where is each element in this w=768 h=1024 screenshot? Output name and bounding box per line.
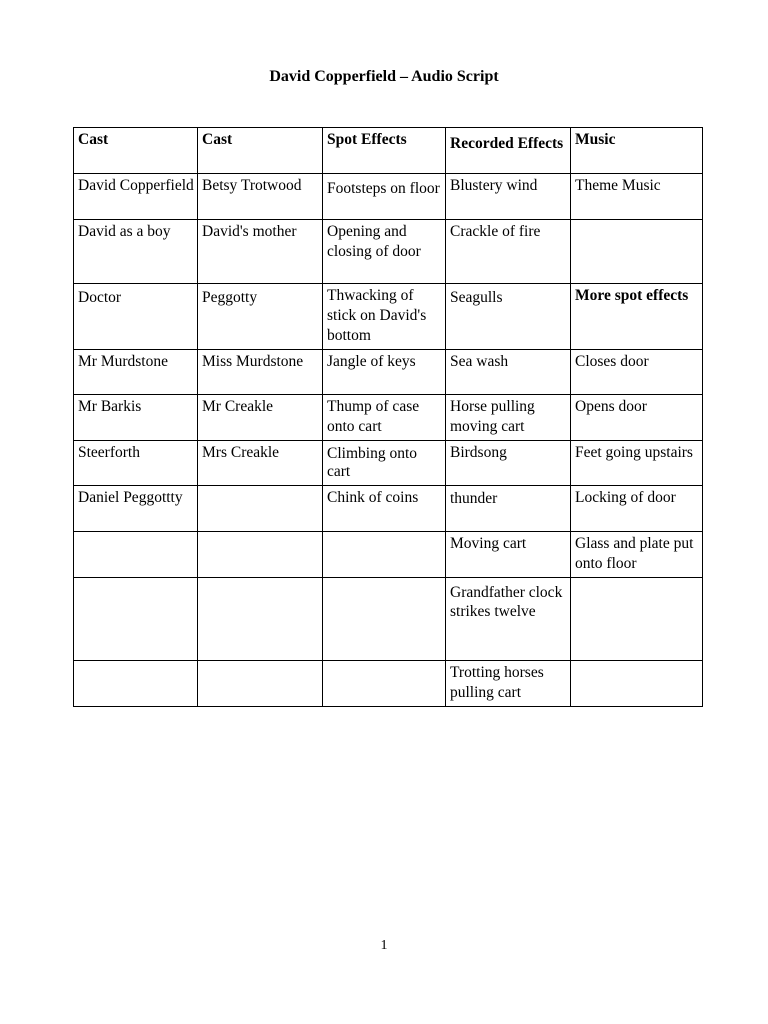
table-cell: Closes door	[571, 350, 703, 395]
table-cell: Glass and plate put onto floor	[571, 532, 703, 578]
table-cell: thunder	[446, 486, 571, 532]
header-spot-effects: Spot Effects	[323, 128, 446, 174]
table-cell: More spot effects	[571, 284, 703, 350]
table-cell: David as a boy	[74, 220, 198, 284]
table-cell: Blustery wind	[446, 174, 571, 220]
table-cell	[571, 661, 703, 707]
header-cast-2: Cast	[198, 128, 323, 174]
page-number: 1	[380, 938, 388, 953]
table-cell: Seagulls	[446, 284, 571, 350]
table-cell	[571, 578, 703, 661]
table-cell	[74, 532, 198, 578]
table-header-row	[74, 128, 703, 174]
table-cell	[198, 661, 323, 707]
table-cell: Crackle of fire	[446, 220, 571, 284]
table-row	[74, 661, 703, 707]
table-cell: Doctor	[74, 284, 198, 350]
table-cell	[198, 486, 323, 532]
table-cell: Trotting horses pulling cart	[446, 661, 571, 707]
table-cell: Thump of case onto cart	[323, 395, 446, 441]
header-cast-1: Cast	[74, 128, 198, 174]
table-cell: Climbing onto cart	[323, 441, 446, 486]
table-row	[74, 350, 703, 395]
table-row	[74, 284, 703, 350]
table-cell: Betsy Trotwood	[198, 174, 323, 220]
table-cell: David's mother	[198, 220, 323, 284]
table-cell	[323, 578, 446, 661]
table-row	[74, 441, 703, 486]
table-cell: David Copperfield	[74, 174, 198, 220]
table-cell: Jangle of keys	[323, 350, 446, 395]
table-cell: Peggotty	[198, 284, 323, 350]
table-cell	[198, 532, 323, 578]
table-row	[74, 532, 703, 578]
table-row	[74, 578, 703, 661]
table-cell: Miss Murdstone	[198, 350, 323, 395]
table-cell: Chink of coins	[323, 486, 446, 532]
table-row	[74, 220, 703, 284]
table-cell: Theme Music	[571, 174, 703, 220]
table-row	[74, 486, 703, 532]
table-cell	[323, 661, 446, 707]
table-cell: Locking of door	[571, 486, 703, 532]
audio-script-table	[73, 127, 703, 707]
table-cell	[198, 578, 323, 661]
table-cell: Opens door	[571, 395, 703, 441]
table-row	[74, 174, 703, 220]
table-cell	[74, 578, 198, 661]
table-cell: Grandfather clock strikes twelve	[446, 578, 571, 661]
table-cell: Horse pulling moving cart	[446, 395, 571, 441]
table-cell: Mrs Creakle	[198, 441, 323, 486]
table-cell	[571, 220, 703, 284]
document-title: David Copperfield – Audio Script	[269, 68, 499, 85]
table-row	[74, 395, 703, 441]
table-cell: Birdsong	[446, 441, 571, 486]
table-cell	[323, 532, 446, 578]
table-cell: Sea wash	[446, 350, 571, 395]
table-cell: Opening and closing of door	[323, 220, 446, 284]
table-cell: Moving cart	[446, 532, 571, 578]
table-cell: Steerforth	[74, 441, 198, 486]
header-music: Music	[571, 128, 703, 174]
table-cell: Mr Barkis	[74, 395, 198, 441]
table-cell: Thwacking of stick on David's bottom	[323, 284, 446, 350]
table-cell: Daniel Peggottty	[74, 486, 198, 532]
table-cell	[74, 661, 198, 707]
header-recorded-effects: Recorded Effects	[446, 128, 571, 174]
table-cell: Footsteps on floor	[323, 174, 446, 220]
table-cell: Feet going upstairs	[571, 441, 703, 486]
table-cell: Mr Creakle	[198, 395, 323, 441]
table-cell: Mr Murdstone	[74, 350, 198, 395]
